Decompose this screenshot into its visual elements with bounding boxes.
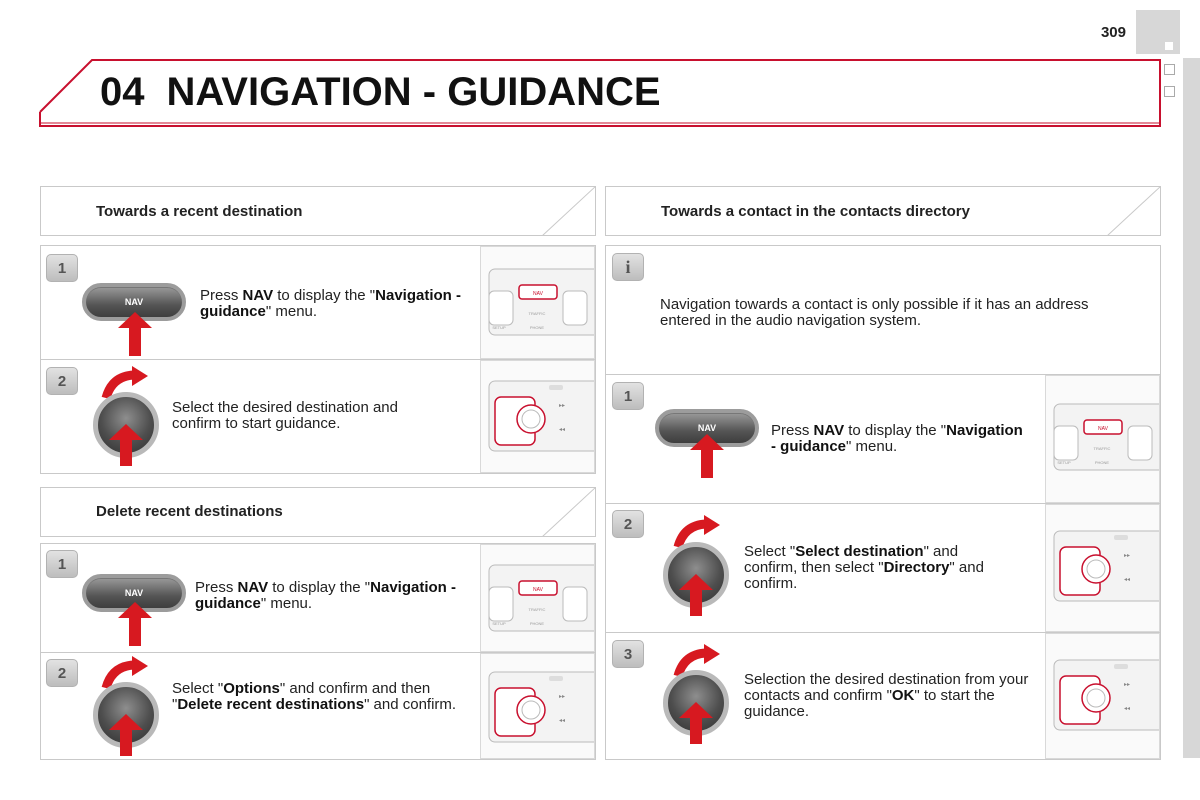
radio-panel-knob-highlight	[480, 360, 595, 473]
chapter-number: 04	[100, 70, 145, 114]
section-title-delete: Delete recent destinations	[96, 503, 283, 520]
step-text: Press NAV to display the "Navigation - guidance" menu.	[195, 579, 456, 612]
page-title	[100, 70, 661, 115]
press-arrow-icon	[109, 714, 143, 756]
step-number-badge: 2	[46, 367, 78, 395]
nav-button[interactable]: NAV	[82, 283, 186, 321]
svg-text:NAV: NAV	[533, 587, 543, 593]
press-arrow-icon	[109, 424, 143, 466]
svg-text:TRAFFIC: TRAFFIC	[528, 607, 546, 612]
svg-text:PHONE: PHONE	[529, 325, 545, 330]
step-text: Select "Select destination" and confirm, then select "Directory" and confirm.	[744, 543, 984, 592]
side-strip	[1183, 58, 1200, 758]
svg-text:▸▸: ▸▸	[1124, 553, 1131, 559]
step-text: Press NAV to display the "Navigation - guidance" menu.	[771, 422, 1023, 455]
step-text: Select "Options" and confirm and then "Delete recent destinations" and confirm.	[172, 680, 457, 713]
step-text: Select the desired destination and confirm to start guidance.	[172, 399, 398, 432]
section-title-recent: Towards a recent destination	[96, 203, 303, 220]
radio-panel-nav-highlight	[1045, 375, 1160, 503]
svg-text:PHONE: PHONE	[529, 621, 545, 626]
step-number-badge: 1	[46, 254, 78, 282]
header-corner-decoration	[1101, 186, 1161, 236]
svg-text:▸▸: ▸▸	[559, 403, 566, 409]
radio-panel-nav-highlight	[480, 246, 595, 359]
step-number-badge: 1	[612, 382, 644, 410]
svg-text:◂◂: ◂◂	[559, 718, 566, 724]
radio-panel-knob-highlight	[480, 653, 595, 759]
press-arrow-icon	[118, 602, 152, 646]
step-number-badge: 3	[612, 640, 644, 668]
header-corner-decoration	[536, 487, 596, 537]
svg-text:◂◂: ◂◂	[1124, 706, 1131, 712]
step-number-badge: 2	[46, 659, 78, 687]
press-arrow-icon	[690, 434, 724, 478]
radio-panel-nav-highlight	[480, 544, 595, 652]
radio-panel-knob-highlight	[1045, 633, 1160, 759]
svg-text:TRAFFIC: TRAFFIC	[528, 311, 546, 316]
press-arrow-icon	[118, 312, 152, 356]
press-arrow-icon	[679, 702, 713, 744]
press-arrow-icon	[679, 574, 713, 616]
svg-text:TRAFFIC: TRAFFIC	[1093, 446, 1111, 451]
svg-text:NAV: NAV	[533, 291, 543, 297]
page-number: 309	[1100, 24, 1126, 41]
svg-text:▸▸: ▸▸	[1124, 682, 1131, 688]
step-number-badge: 1	[46, 550, 78, 578]
svg-text:NAV: NAV	[1098, 426, 1108, 432]
radio-panel-knob-highlight	[1045, 504, 1160, 632]
info-icon: i	[612, 253, 644, 281]
svg-text:▸▸: ▸▸	[559, 694, 566, 700]
svg-text:SETUP: SETUP	[1057, 460, 1071, 465]
chapter-title: NAVIGATION - GUIDANCE	[166, 70, 661, 114]
svg-text:◂◂: ◂◂	[1124, 577, 1131, 583]
step-text: Selection the desired destination from your contacts and confirm "OK" to start the guidance.	[744, 671, 1029, 720]
svg-text:SETUP: SETUP	[492, 325, 506, 330]
svg-text:SETUP: SETUP	[492, 621, 506, 626]
nav-button[interactable]: NAV	[82, 574, 186, 612]
info-text: Navigation towards a contact is only possible if it has an address entered in the audio navigation system.	[660, 296, 1089, 329]
step-text: Press NAV to display the "Navigation - guidance" menu.	[200, 287, 461, 320]
nav-button[interactable]: NAV	[655, 409, 759, 447]
svg-text:PHONE: PHONE	[1094, 460, 1110, 465]
header-corner-decoration	[536, 186, 596, 236]
section-title-contacts: Towards a contact in the contacts directory	[661, 203, 970, 220]
step-number-badge: 2	[612, 510, 644, 538]
svg-text:◂◂: ◂◂	[559, 427, 566, 433]
